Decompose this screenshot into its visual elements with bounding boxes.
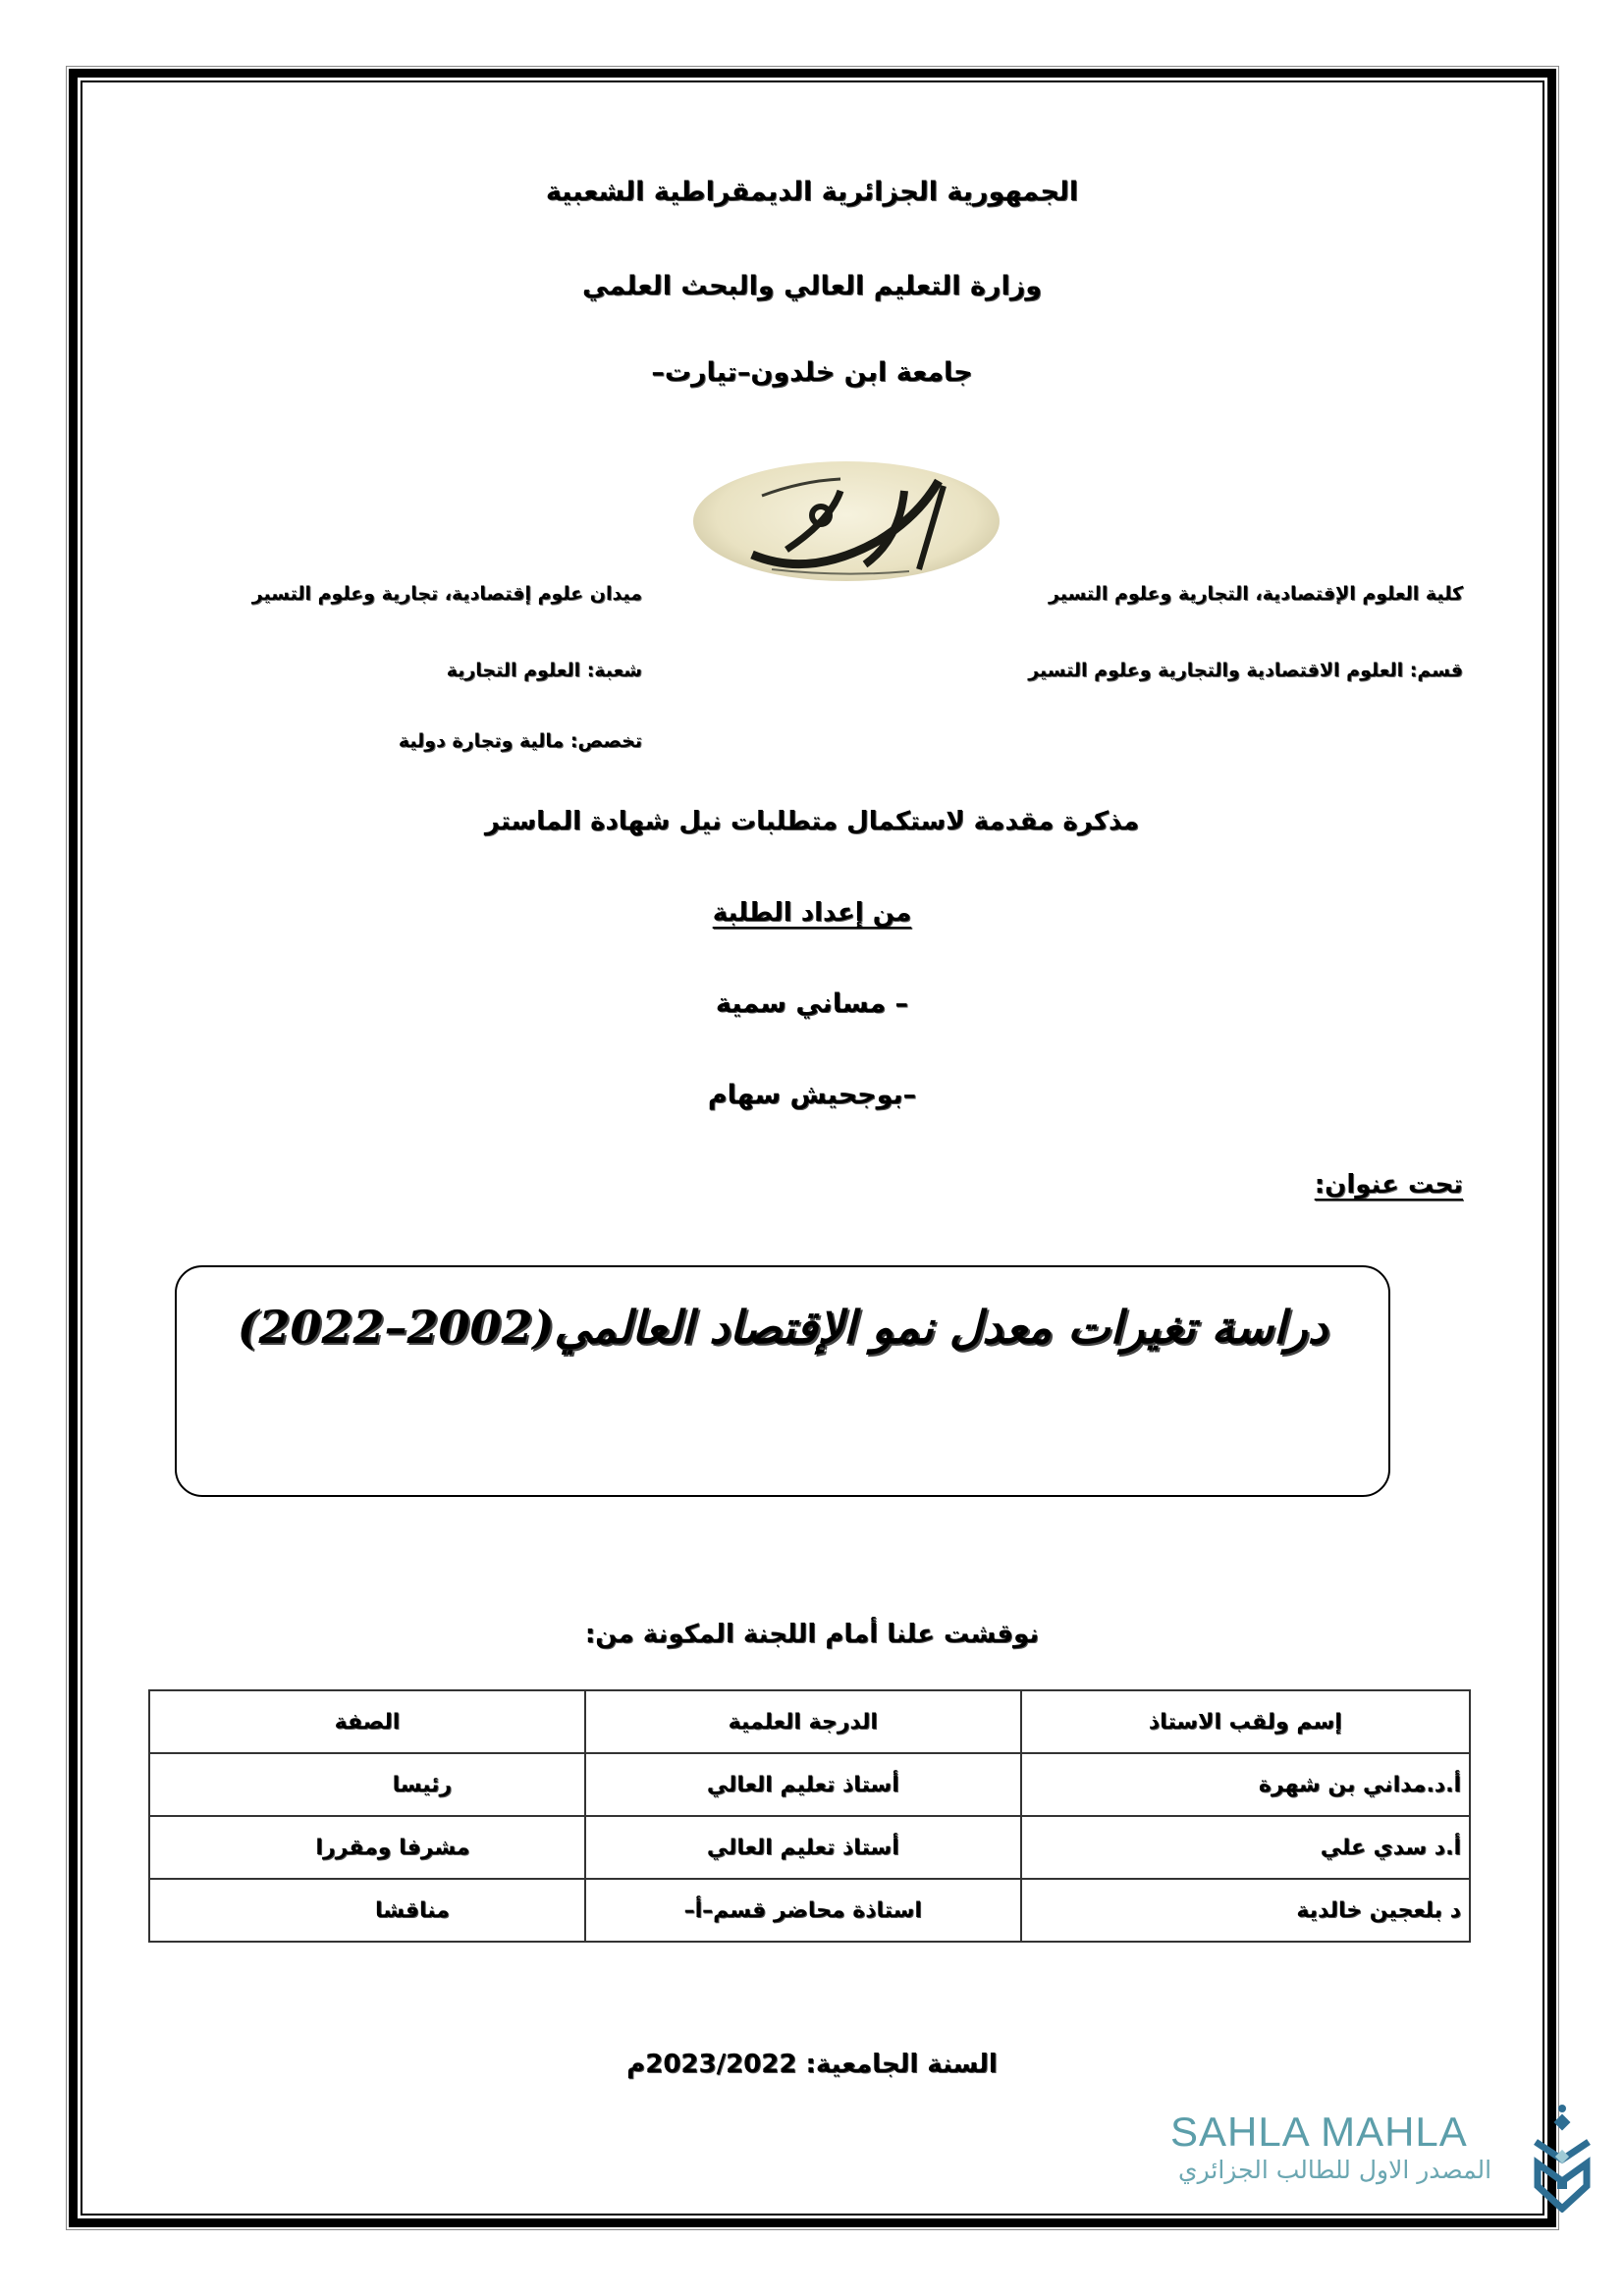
branch-label: شعبة: العلوم التجارية xyxy=(446,660,642,681)
field-label: ميدان علوم إقتصادية، تجارية وعلوم التسير xyxy=(251,583,642,605)
student-name-2: –بوجحيش سهام xyxy=(707,1080,917,1110)
committee-intro: نوقشت علنا أمام اللجنة المكونة من: xyxy=(584,1620,1040,1649)
member-rank: استاذة محاضر قسم–أ– xyxy=(585,1879,1021,1942)
ministry-heading: وزارة التعليم العالي والبحث العلمي xyxy=(581,271,1043,301)
thesis-title: دراسة تغيرات معدل نمو الإقتصاد العالمي(2002–2022) xyxy=(237,1301,1328,1354)
header-name: إسم ولقب الاستاذ xyxy=(1021,1690,1470,1753)
member-name: أ.د.مداني بن شهرة xyxy=(1021,1753,1470,1816)
watermark-tagline: المصدر الاول للطالب الجزائري xyxy=(1178,2156,1492,2184)
specialty-label: تخصص: مالية وتجارة دولية xyxy=(398,730,642,752)
table-row xyxy=(149,1879,1470,1942)
university-seal-icon xyxy=(693,461,1000,581)
table-row xyxy=(149,1816,1470,1879)
watermark-brand: SAHLA MAHLA xyxy=(1170,2109,1468,2155)
department-label: قسم: العلوم الاقتصادية والتجارية وعلوم التسير xyxy=(1028,660,1463,681)
table-header-row xyxy=(149,1690,1470,1753)
prepared-by-text: من إعداد الطلبة xyxy=(712,898,912,928)
faculty-label: كلية العلوم الإقتصادية، التجارية وعلوم التسير xyxy=(1049,583,1463,605)
member-role: مشرفا ومقررا xyxy=(149,1816,585,1879)
member-name: أ.د سدي علي xyxy=(1021,1816,1470,1879)
member-rank: أستاذ تعليم العالي xyxy=(585,1816,1021,1879)
academic-year: السنة الجامعية: 2023/2022م xyxy=(626,2050,998,2079)
header-rank: الدرجة العلمية xyxy=(585,1690,1021,1753)
university-heading: جامعة ابن خلدون–تيارت– xyxy=(651,357,973,388)
member-name: د بلعجين خالدية xyxy=(1021,1879,1470,1942)
prepared-by-label xyxy=(0,898,1624,928)
member-role: رئيسا xyxy=(149,1753,585,1816)
sahla-mahla-logo-icon xyxy=(1528,2103,1597,2213)
thesis-title-box xyxy=(175,1265,1390,1497)
country-heading: الجمهورية الجزائرية الديمقراطية الشعبية xyxy=(545,177,1079,207)
student-name-1: – مساني سمية xyxy=(715,988,909,1019)
memo-statement: مذكرة مقدمة لاستكمال متطلبات نيل شهادة الماستر xyxy=(484,807,1140,836)
member-role: مناقشا xyxy=(149,1879,585,1942)
header-role: الصفة xyxy=(149,1690,585,1753)
table-row xyxy=(149,1753,1470,1816)
member-rank: أستاذ تعليم العالي xyxy=(585,1753,1021,1816)
committee-table xyxy=(148,1689,1471,1943)
under-title-label: تحت عنوان: xyxy=(1314,1170,1463,1200)
